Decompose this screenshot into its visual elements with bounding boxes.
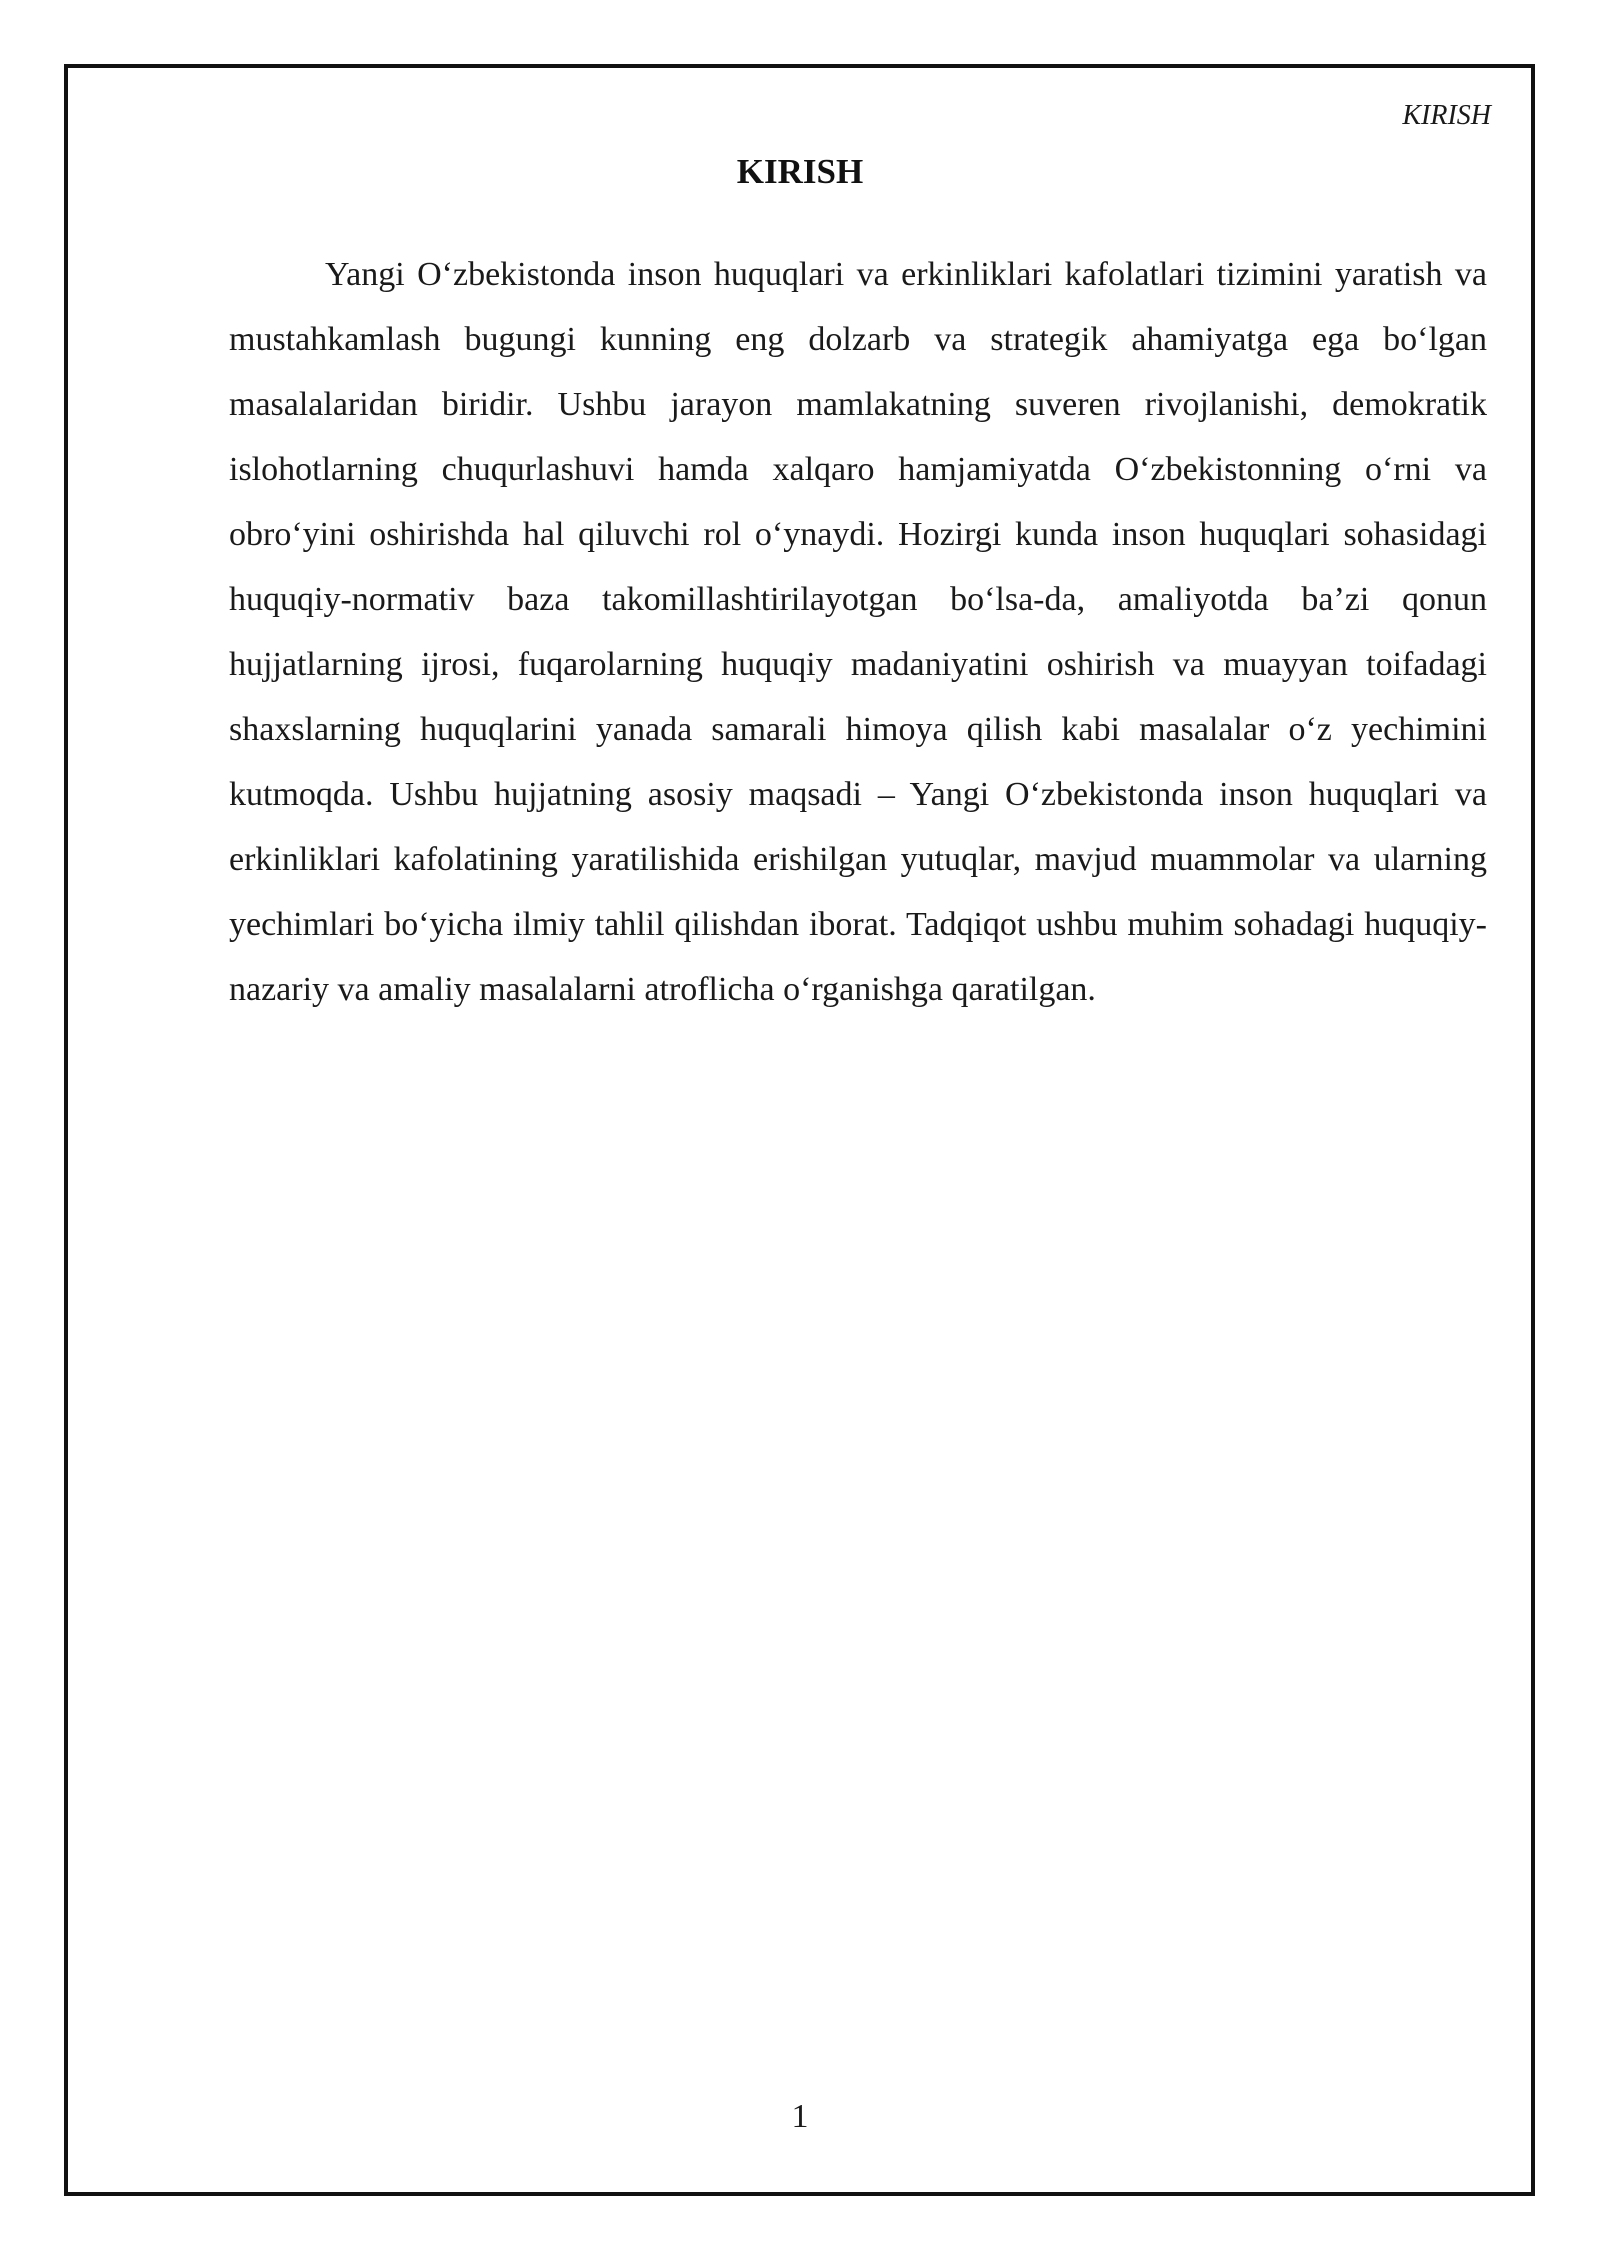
body-text bbox=[229, 242, 1487, 1022]
page-number: 1 bbox=[791, 2098, 809, 2135]
page-title: KIRISH bbox=[736, 152, 864, 191]
running-header: KIRISH bbox=[1402, 100, 1491, 131]
introduction-paragraph: Yangi O‘zbekistonda inson huquqlari va erkinliklari kafolatlari tizimini yaratish va mustahkamlash bugungi kunning eng dolzarb va strategik ahamiyatga ega bo‘lgan masalalaridan biridir. Ushbu jarayon mamlakatning suveren rivojlanishi, demokratik islohotlarning chuqurlashuvi hamda xalqaro hamjamiyatda O‘zbekistonning o‘rni va obro‘yini oshirishda hal qiluvchi rol o‘ynaydi. Hozirgi kunda inson huquqlari sohasidagi huquqiy-normativ baza takomillashtirilayotgan bo‘lsa-da, amaliyotda ba’zi qonun hujjatlarning ijrosi, fuqarolarning huquqiy madaniyatini oshirish va muayyan toifadagi shaxslarning huquqlarini yanada samarali himoya qilish kabi masalalar o‘z yechimini kutmoqda. Ushbu hujjatning asosiy maqsadi – Yangi O‘zbekistonda inson huquqlari va erkinliklari kafolatining yaratilishida erishilgan yutuqlar, mavjud muammolar va ularning yechimlari bo‘yicha ilmiy tahlil qilishdan iborat. Tadqiqot ushbu muhim sohadagi huquqiy-nazariy va amaliy masalalarni atroflicha o‘rganishga qaratilgan. bbox=[229, 256, 1487, 1008]
